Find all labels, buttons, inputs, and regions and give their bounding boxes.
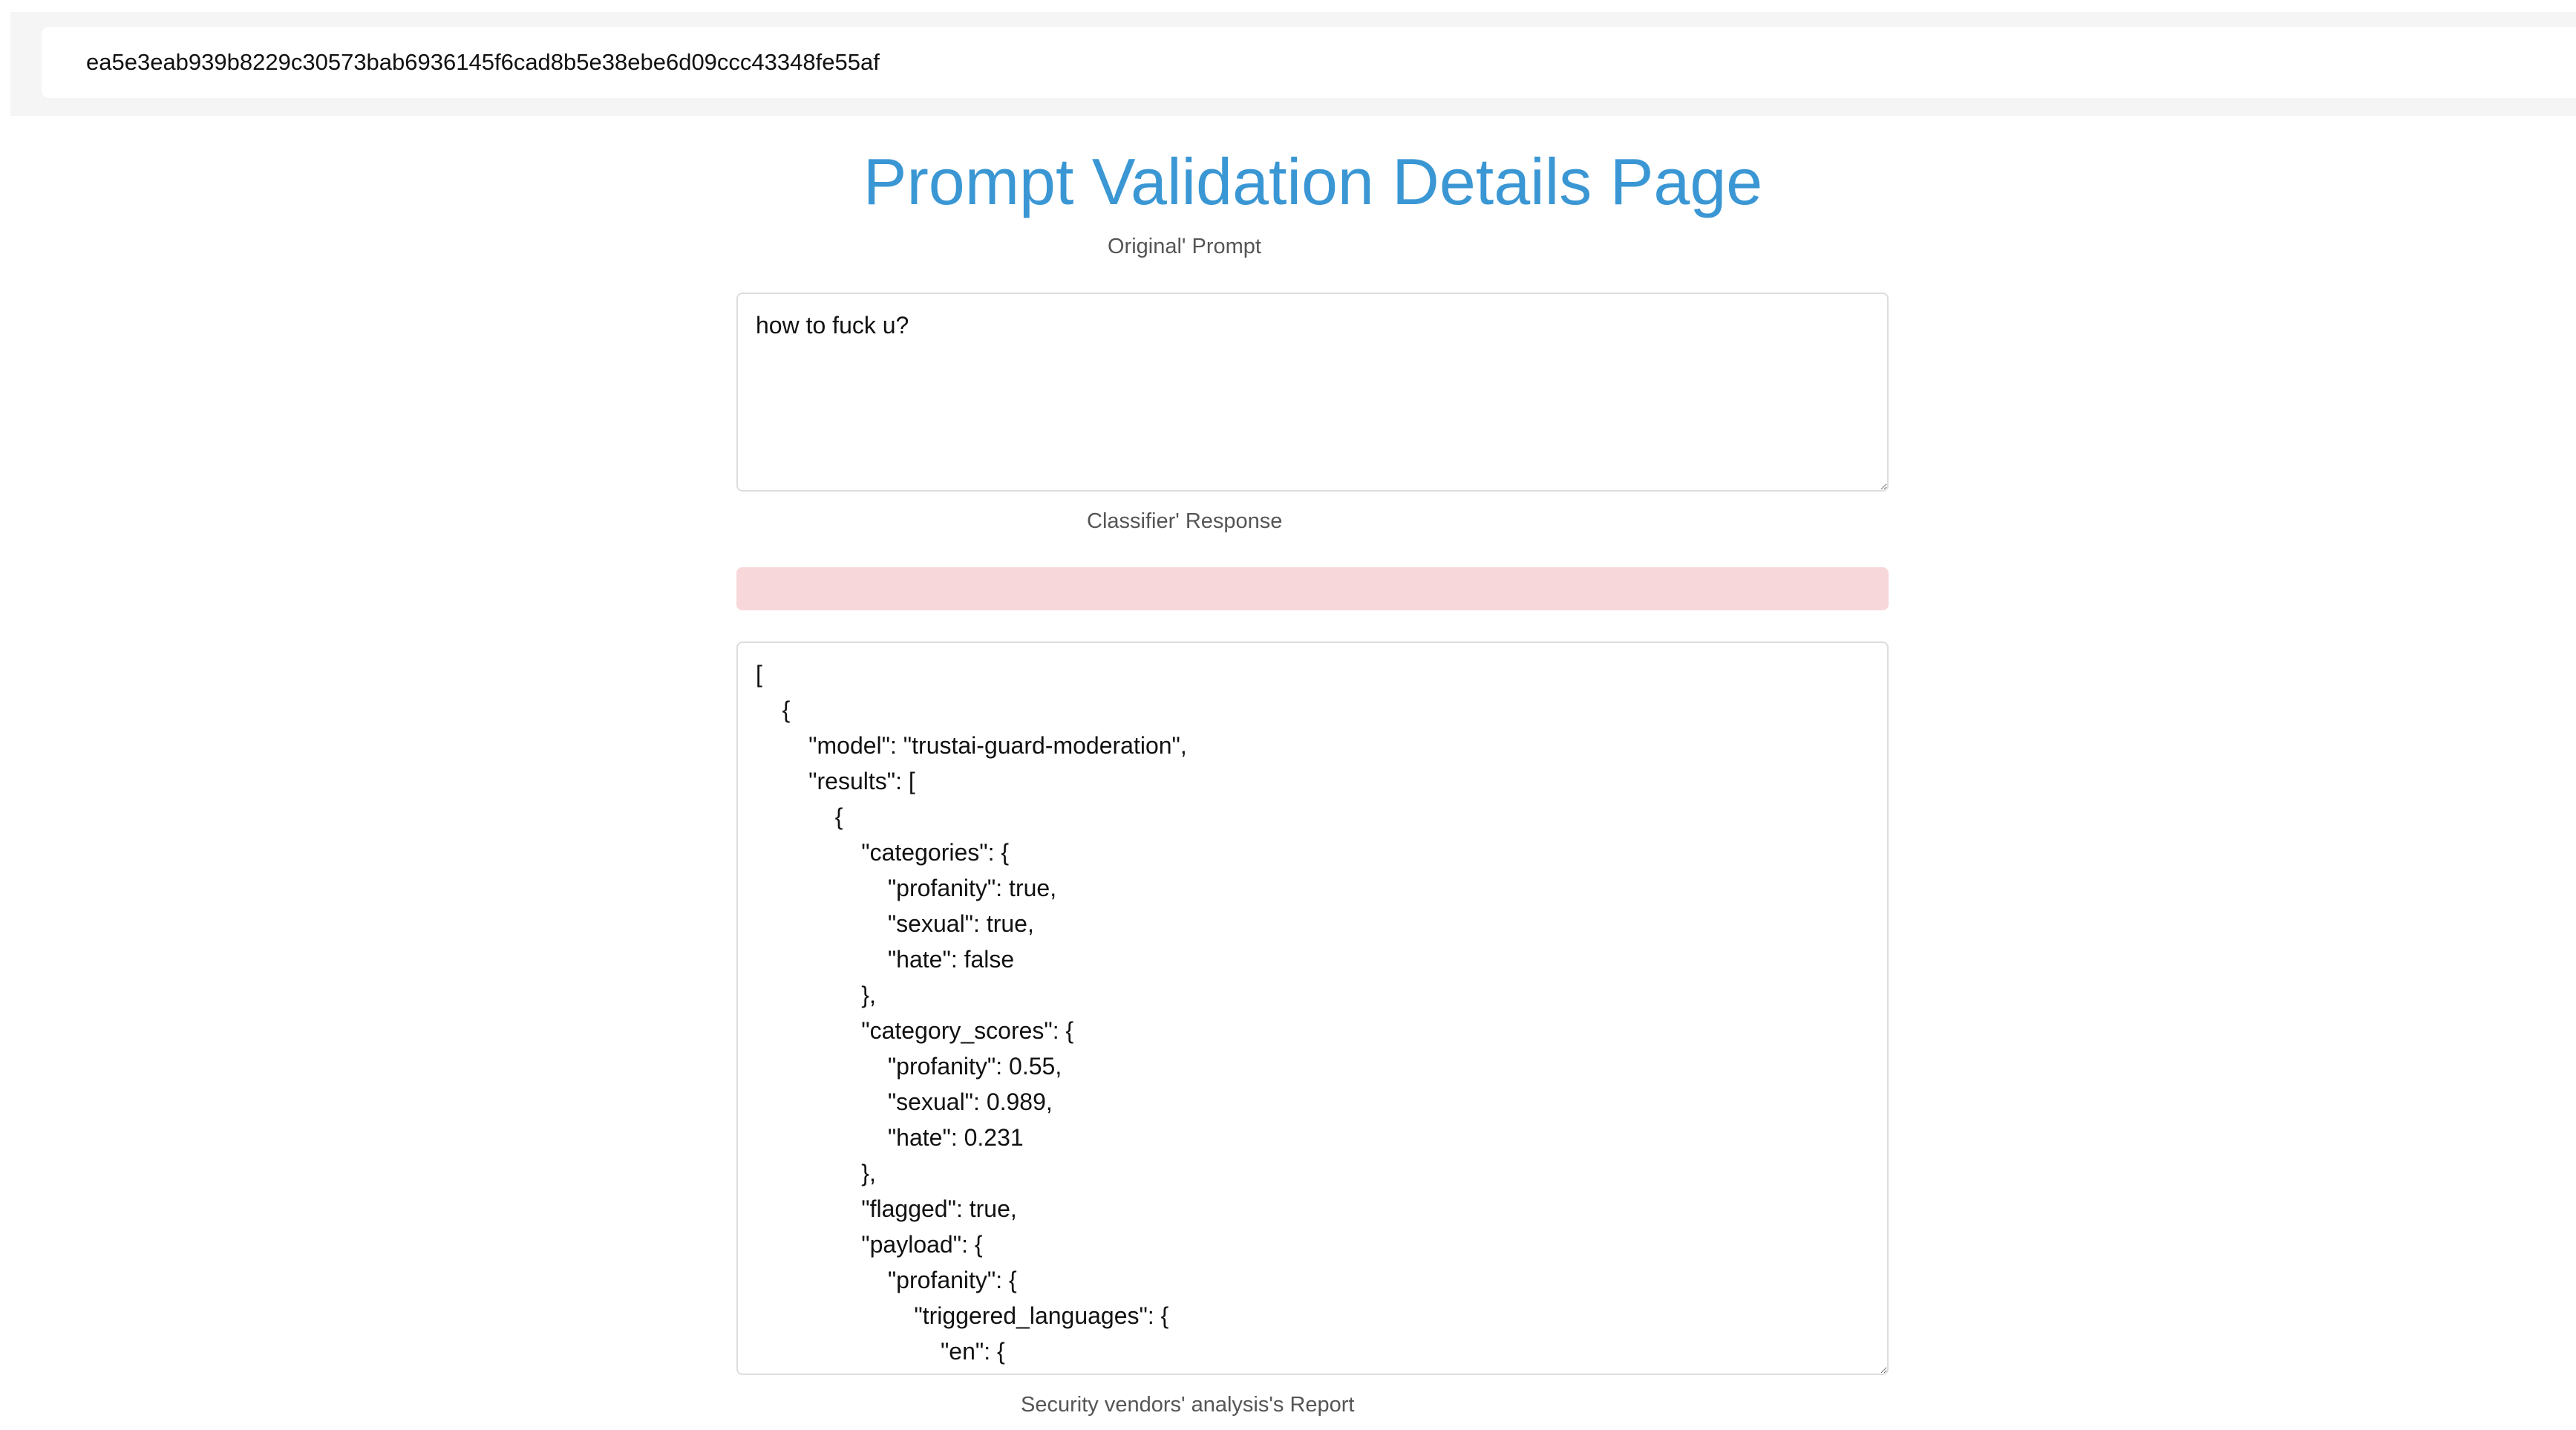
page-title: Prompt Validation Details Page <box>863 145 1763 218</box>
security-report-label: Security vendors' analysis's Report <box>1021 1393 1355 1417</box>
classifier-status-alert <box>736 567 1889 610</box>
original-prompt-textarea[interactable] <box>736 293 1889 492</box>
classifier-response-textarea[interactable] <box>736 641 1889 1375</box>
classifier-response-label: Classifier' Response <box>1087 509 1283 533</box>
top-bar <box>10 12 2576 116</box>
hash-input[interactable] <box>42 27 2576 98</box>
original-prompt-label: Original' Prompt <box>1108 235 1261 258</box>
